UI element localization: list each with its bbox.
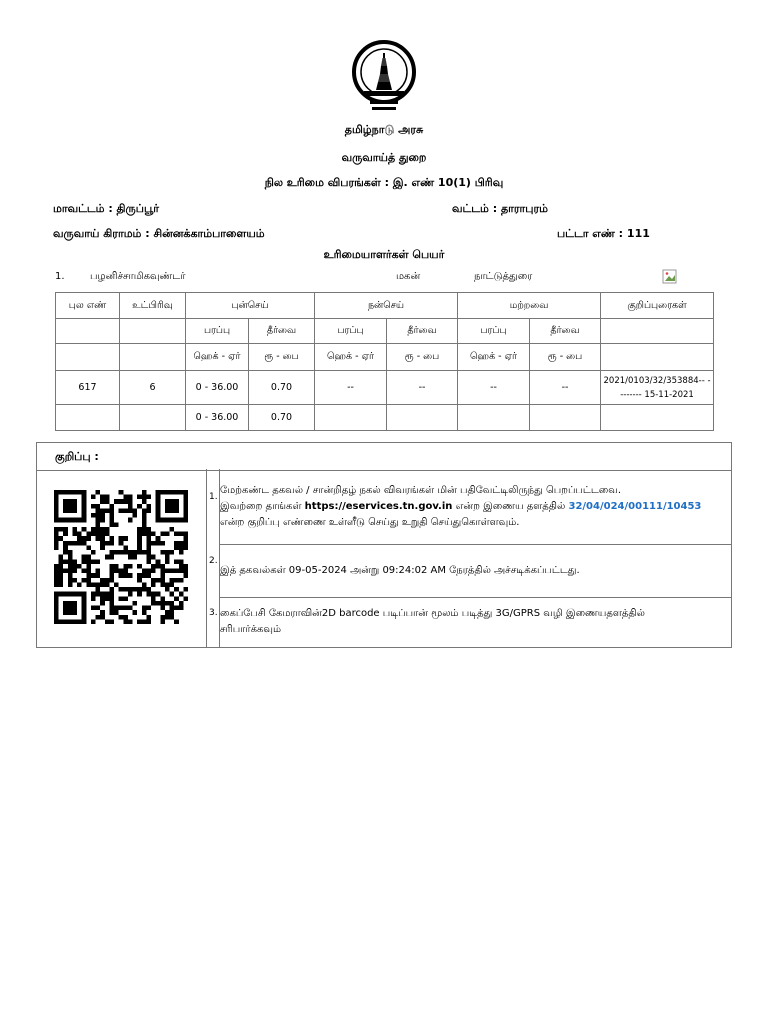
notes-title: குறிப்பு : <box>55 450 99 463</box>
unit-hectare: ஹெக் - ஏர் <box>186 344 249 371</box>
district-label: மாவட்டம் : திருப்பூர் <box>53 202 159 215</box>
subheader-area: பரப்பு <box>315 319 387 344</box>
cell-dry-area: 0 - 36.00 <box>186 371 249 405</box>
owner-relation: மகன் <box>396 271 421 282</box>
note-2-text: இத் தகவல்கள் 09-05-2024 அன்று 09:24:02 AM நேரத்தில் அச்சடிக்கப்பட்டது. <box>220 565 580 576</box>
subheader-tax: தீர்வை <box>387 319 458 344</box>
header-survey-number: புல எண் <box>56 293 120 319</box>
department-name: வருவாய்த் துறை <box>341 151 427 164</box>
unit-rupee: ரூ - பை <box>249 344 315 371</box>
cell-subdivision: 6 <box>120 371 186 405</box>
patta-number-label: பட்டா எண் : 111 <box>557 227 650 240</box>
owners-heading: உரிமையாளர்கள் பெயர் <box>323 248 445 261</box>
table-units-row <box>56 344 714 371</box>
unit-rupee: ரூ - பை <box>530 344 601 371</box>
unit-hectare: ஹெக் - ஏர் <box>458 344 530 371</box>
subheader-area: பரப்பு <box>186 319 249 344</box>
cell-other-area: -- <box>458 371 530 405</box>
notes-header <box>37 443 731 471</box>
qr-code-icon <box>54 488 188 626</box>
unit-hectare: ஹெக் - ஏர் <box>315 344 387 371</box>
government-name: தமிழ்நாடு அரசு <box>344 123 424 136</box>
eservices-link[interactable]: https://eservices.tn.gov.in <box>304 501 453 512</box>
note-separator <box>219 544 732 545</box>
table-total-row <box>56 405 714 431</box>
owner-parent-name: நாட்டுத்துரை <box>474 271 533 282</box>
owner-name: பழனிச்சாமிகவுண்டர் <box>90 271 186 282</box>
note-3-text: கைப்பேசி கேமராவின்2D barcode படிப்பான் மூலம் படித்து 3G/GPRS வழி இணையதளத்தில் சரிபார்க்கவும் <box>220 608 645 635</box>
cell-wet-tax: -- <box>387 371 458 405</box>
table-row <box>56 371 714 405</box>
owner-serial: 1. <box>55 271 65 282</box>
table-subheader-row <box>56 319 714 344</box>
header-remarks: குறிப்புரைகள் <box>601 293 714 319</box>
cell-remarks: 2021/0103/32/353884-- -------- 15-11-2021 <box>601 371 714 405</box>
broken-image-icon <box>662 269 678 285</box>
header-dry-land: புன்செய் <box>186 293 315 319</box>
notes-divider <box>206 469 207 648</box>
table-header-row <box>56 293 714 319</box>
land-details-table <box>55 292 714 431</box>
note-1-number: 1. <box>209 492 218 502</box>
tamil-nadu-emblem-icon <box>350 38 418 114</box>
note-separator <box>219 597 732 598</box>
subheader-tax: தீர்வை <box>249 319 315 344</box>
taluk-label: வட்டம் : தாராபுரம் <box>452 202 549 215</box>
note-1-text: மேற்கண்ட தகவல் / சான்றிதழ் நகல் விவரங்கள் மின் பதிவேட்டிலிருந்து பெறப்பட்டவை. இவற்றை தாங்கள் https://eservices.tn.gov.in என்ற இணைய தளத்தில் 32/04/024/00111/10453 என்ற குறிப்பு எண்ணை உள்ளீடு செய்து உறுதி செய்துகொள்ளவும். <box>220 485 702 528</box>
subheader-area: பரப்பு <box>458 319 530 344</box>
village-label: வருவாய் கிராமம் : சின்னக்காம்பாளையம் <box>53 227 265 240</box>
header-wet-land: நன்செய் <box>315 293 458 319</box>
unit-rupee: ரூ - பை <box>387 344 458 371</box>
header-others: மற்றவை <box>458 293 601 319</box>
cell-wet-area: -- <box>315 371 387 405</box>
cell-other-tax: -- <box>530 371 601 405</box>
note-2-number: 2. <box>209 556 218 566</box>
note-3-number: 3. <box>209 608 218 618</box>
document-title: நில உரிமை விபரங்கள் : இ. எண் 10(1) பிரிவு <box>264 176 504 189</box>
total-dry-tax: 0.70 <box>249 405 315 431</box>
reference-number-link[interactable]: 32/04/024/00111/10453 <box>568 501 702 512</box>
total-dry-area: 0 - 36.00 <box>186 405 249 431</box>
header-subdivision: உட்பிரிவு <box>120 293 186 319</box>
cell-survey-number: 617 <box>56 371 120 405</box>
cell-dry-tax: 0.70 <box>249 371 315 405</box>
subheader-tax: தீர்வை <box>530 319 601 344</box>
